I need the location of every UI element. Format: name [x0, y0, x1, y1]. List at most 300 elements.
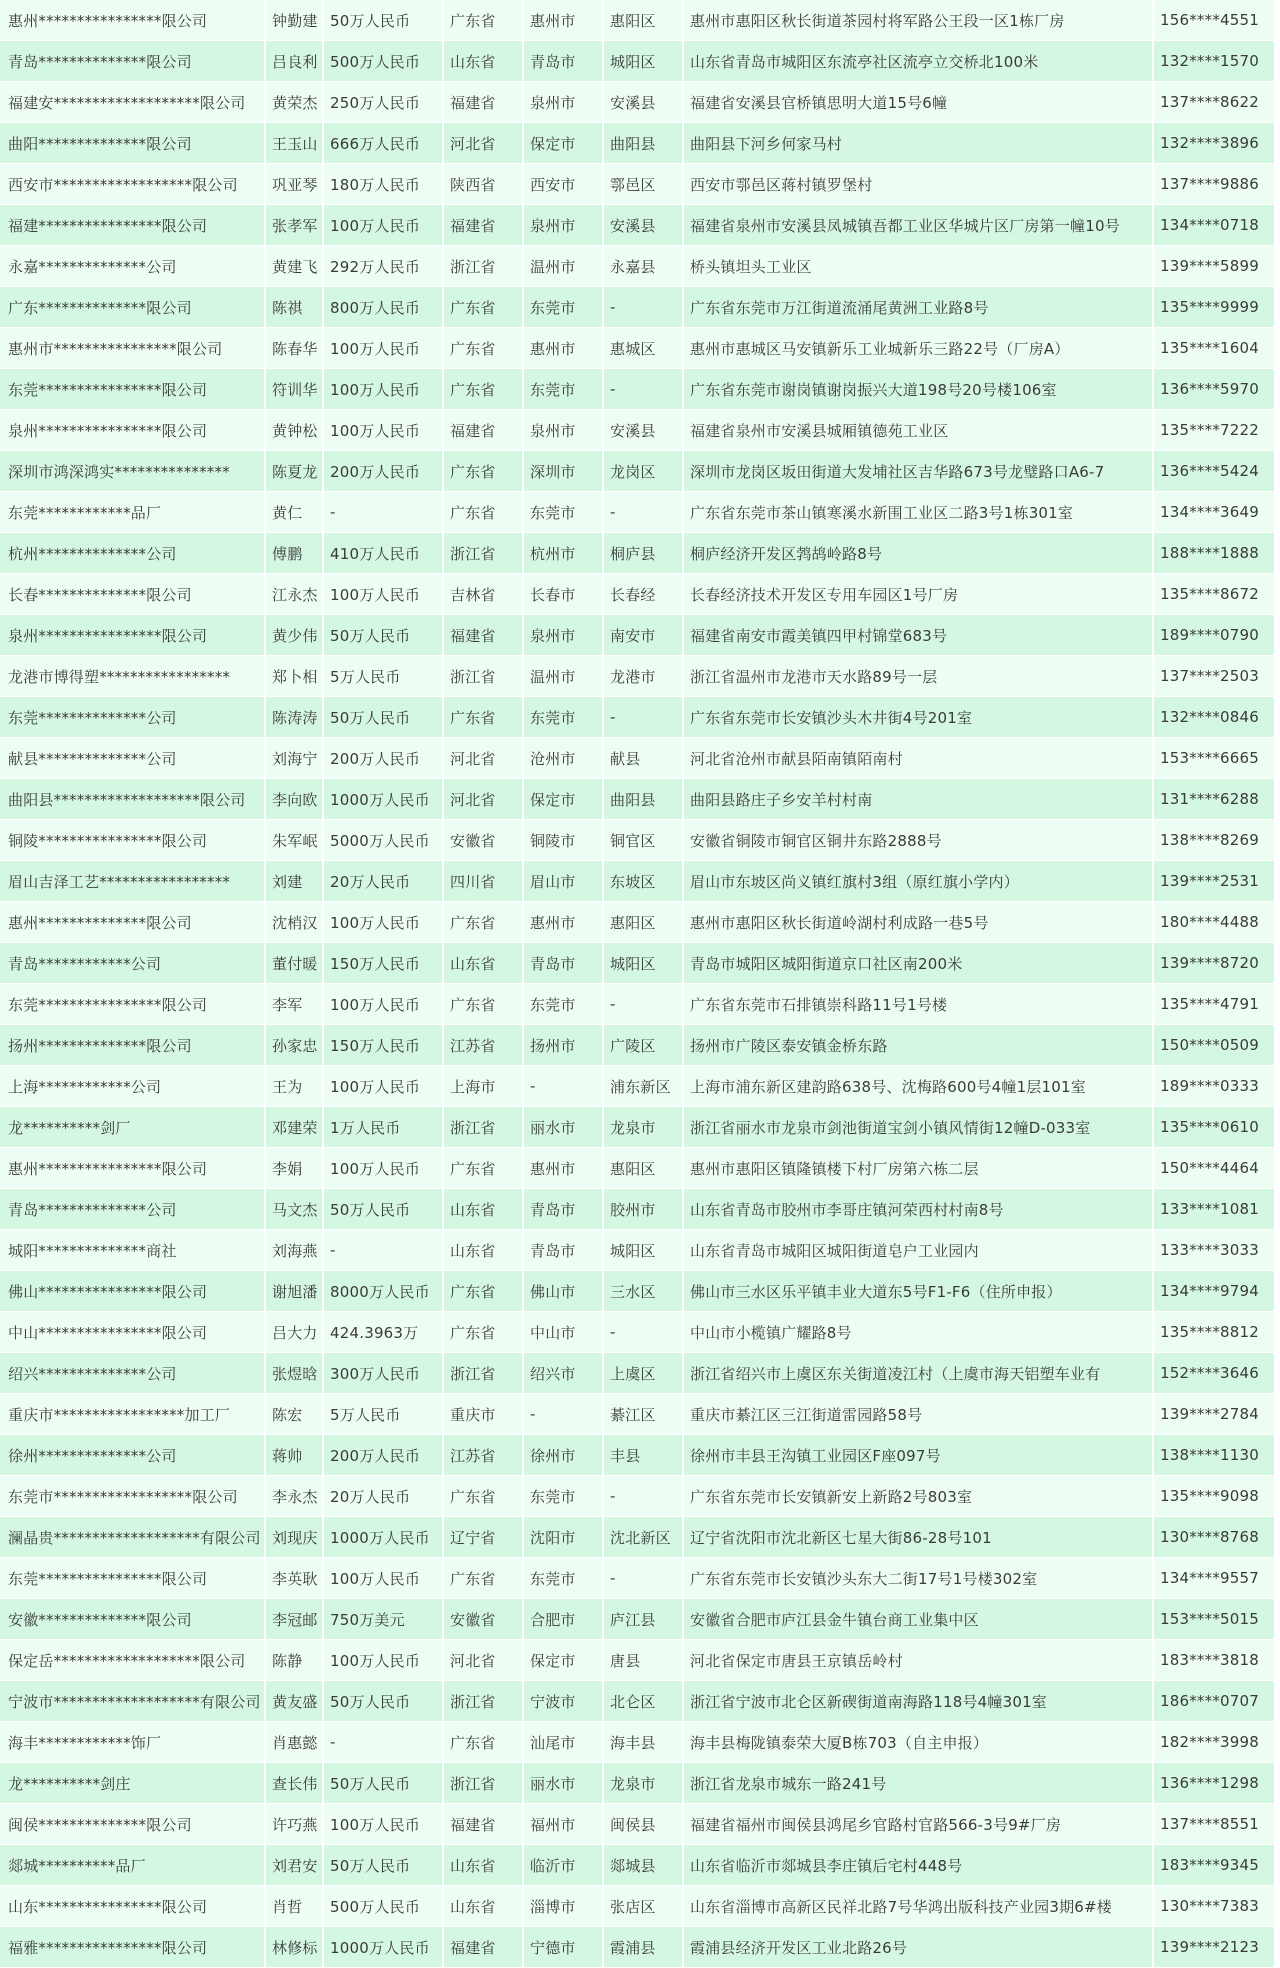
company-name-cell: 保定岳*******************限公司: [0, 1640, 265, 1681]
company-name-cell: 东莞****************限公司: [0, 1558, 265, 1599]
phone-cell: 132****1570: [1153, 41, 1275, 82]
company-name-cell: 铜陵****************限公司: [0, 820, 265, 861]
phone-cell: 137****9886: [1153, 164, 1275, 205]
phone-cell: 182****3998: [1153, 1722, 1275, 1763]
legal-person-cell: 董付暖: [265, 943, 323, 984]
registered-capital-cell: 50万人民币: [323, 1845, 443, 1886]
registered-capital-cell: 100万人民币: [323, 369, 443, 410]
address-cell: 福建省福州市闽侯县鸿尾乡官路村官路566-3号9#厂房: [683, 1804, 1153, 1845]
company-name-cell: 龙**********剑庄: [0, 1763, 265, 1804]
district-cell: 铜官区: [603, 820, 683, 861]
city-cell: 丽水市: [523, 1107, 603, 1148]
company-name-cell: 惠州**************限公司: [0, 902, 265, 943]
phone-cell: 135****0610: [1153, 1107, 1275, 1148]
table-row: [0, 943, 1275, 984]
address-cell: 浙江省丽水市龙泉市剑池街道宝剑小镇风情街12幢D-033室: [683, 1107, 1153, 1148]
district-cell: 浦东新区: [603, 1066, 683, 1107]
address-cell: 福建省泉州市安溪县凤城镇吾都工业区华城片区厂房第一幢10号: [683, 205, 1153, 246]
phone-cell: 183****3818: [1153, 1640, 1275, 1681]
province-cell: 广东省: [443, 287, 523, 328]
phone-cell: 139****2123: [1153, 1927, 1275, 1968]
table-row: [0, 533, 1275, 574]
registered-capital-cell: 250万人民币: [323, 82, 443, 123]
table-row: [0, 697, 1275, 738]
address-cell: 深圳市龙岗区坂田街道大发埔社区吉华路673号龙璧路口A6-7: [683, 451, 1153, 492]
province-cell: 浙江省: [443, 246, 523, 287]
legal-person-cell: 刘君安: [265, 1845, 323, 1886]
city-cell: 合肥市: [523, 1599, 603, 1640]
registered-capital-cell: 424.3963万: [323, 1312, 443, 1353]
table-row: [0, 1722, 1275, 1763]
city-cell: 东莞市: [523, 287, 603, 328]
address-cell: 惠州市惠阳区镇隆镇楼下村厂房第六栋二层: [683, 1148, 1153, 1189]
district-cell: -: [603, 984, 683, 1025]
registered-capital-cell: 100万人民币: [323, 1148, 443, 1189]
table-row: [0, 1804, 1275, 1845]
province-cell: 江苏省: [443, 1025, 523, 1066]
phone-cell: 137****8551: [1153, 1804, 1275, 1845]
table-row: [0, 328, 1275, 369]
legal-person-cell: 马文杰: [265, 1189, 323, 1230]
company-name-cell: 宁波市*******************有限公司: [0, 1681, 265, 1722]
city-cell: 惠州市: [523, 902, 603, 943]
city-cell: 惠州市: [523, 1148, 603, 1189]
address-cell: 曲阳县路庄子乡安羊村村南: [683, 779, 1153, 820]
registered-capital-cell: 100万人民币: [323, 410, 443, 451]
registered-capital-cell: 100万人民币: [323, 902, 443, 943]
district-cell: 曲阳县: [603, 123, 683, 164]
registered-capital-cell: 750万美元: [323, 1599, 443, 1640]
district-cell: 安溪县: [603, 410, 683, 451]
table-row: [0, 1394, 1275, 1435]
province-cell: 河北省: [443, 1640, 523, 1681]
city-cell: 佛山市: [523, 1271, 603, 1312]
phone-cell: 133****3033: [1153, 1230, 1275, 1271]
company-name-cell: 青岛************公司: [0, 943, 265, 984]
province-cell: 河北省: [443, 123, 523, 164]
province-cell: 浙江省: [443, 533, 523, 574]
registered-capital-cell: 5000万人民币: [323, 820, 443, 861]
phone-cell: 152****3646: [1153, 1353, 1275, 1394]
province-cell: 陕西省: [443, 164, 523, 205]
phone-cell: 132****3896: [1153, 123, 1275, 164]
table-row: [0, 984, 1275, 1025]
company-name-cell: 西安市******************限公司: [0, 164, 265, 205]
province-cell: 福建省: [443, 82, 523, 123]
phone-cell: 138****1130: [1153, 1435, 1275, 1476]
city-cell: -: [523, 1394, 603, 1435]
district-cell: 龙岗区: [603, 451, 683, 492]
legal-person-cell: 沈梢汉: [265, 902, 323, 943]
province-cell: 吉林省: [443, 574, 523, 615]
city-cell: 杭州市: [523, 533, 603, 574]
city-cell: 东莞市: [523, 369, 603, 410]
registered-capital-cell: 50万人民币: [323, 0, 443, 41]
province-cell: 广东省: [443, 1476, 523, 1517]
legal-person-cell: 查长伟: [265, 1763, 323, 1804]
province-cell: 广东省: [443, 984, 523, 1025]
registered-capital-cell: 100万人民币: [323, 1804, 443, 1845]
phone-cell: 139****2784: [1153, 1394, 1275, 1435]
address-cell: 重庆市綦江区三江街道雷园路58号: [683, 1394, 1153, 1435]
registered-capital-cell: -: [323, 1722, 443, 1763]
province-cell: 浙江省: [443, 656, 523, 697]
registered-capital-cell: 200万人民币: [323, 451, 443, 492]
phone-cell: 189****0790: [1153, 615, 1275, 656]
address-cell: 广东省东莞市茶山镇寒溪水新围工业区二路3号1栋301室: [683, 492, 1153, 533]
phone-cell: 139****8720: [1153, 943, 1275, 984]
district-cell: 北仑区: [603, 1681, 683, 1722]
legal-person-cell: 刘现庆: [265, 1517, 323, 1558]
district-cell: 南安市: [603, 615, 683, 656]
address-cell: 安徽省铜陵市铜官区铜井东路2888号: [683, 820, 1153, 861]
district-cell: -: [603, 492, 683, 533]
legal-person-cell: 黄钟松: [265, 410, 323, 451]
city-cell: 泉州市: [523, 410, 603, 451]
district-cell: 安溪县: [603, 205, 683, 246]
phone-cell: 138****8269: [1153, 820, 1275, 861]
registered-capital-cell: 180万人民币: [323, 164, 443, 205]
city-cell: 温州市: [523, 656, 603, 697]
phone-cell: 150****4464: [1153, 1148, 1275, 1189]
address-cell: 山东省临沂市郯城县李庄镇后宅村448号: [683, 1845, 1153, 1886]
legal-person-cell: 李永杰: [265, 1476, 323, 1517]
table-row: [0, 1107, 1275, 1148]
registered-capital-cell: 100万人民币: [323, 328, 443, 369]
legal-person-cell: 谢旭潘: [265, 1271, 323, 1312]
registered-capital-cell: 50万人民币: [323, 615, 443, 656]
company-name-cell: 献县**************公司: [0, 738, 265, 779]
company-name-cell: 惠州****************限公司: [0, 0, 265, 41]
address-cell: 福建省南安市霞美镇四甲村锦堂683号: [683, 615, 1153, 656]
province-cell: 山东省: [443, 943, 523, 984]
province-cell: 上海市: [443, 1066, 523, 1107]
company-name-cell: 重庆市*****************加工厂: [0, 1394, 265, 1435]
company-name-cell: 眉山吉泽工艺*****************: [0, 861, 265, 902]
legal-person-cell: 孙家忠: [265, 1025, 323, 1066]
phone-cell: 189****0333: [1153, 1066, 1275, 1107]
province-cell: 广东省: [443, 1148, 523, 1189]
table-row: [0, 820, 1275, 861]
province-cell: 安徽省: [443, 1599, 523, 1640]
legal-person-cell: 刘海宁: [265, 738, 323, 779]
company-name-cell: 绍兴**************公司: [0, 1353, 265, 1394]
phone-cell: 183****9345: [1153, 1845, 1275, 1886]
registered-capital-cell: 20万人民币: [323, 861, 443, 902]
district-cell: 丰县: [603, 1435, 683, 1476]
city-cell: 汕尾市: [523, 1722, 603, 1763]
district-cell: 桐庐县: [603, 533, 683, 574]
company-name-cell: 上海************公司: [0, 1066, 265, 1107]
district-cell: 郯城县: [603, 1845, 683, 1886]
table-row: [0, 574, 1275, 615]
address-cell: 山东省青岛市胶州市李哥庄镇河荣西村村南8号: [683, 1189, 1153, 1230]
table-row: [0, 861, 1275, 902]
company-name-cell: 佛山****************限公司: [0, 1271, 265, 1312]
phone-cell: 135****9098: [1153, 1476, 1275, 1517]
company-name-cell: 青岛**************限公司: [0, 41, 265, 82]
company-name-cell: 郯城**********品厂: [0, 1845, 265, 1886]
city-cell: 深圳市: [523, 451, 603, 492]
city-cell: 丽水市: [523, 1763, 603, 1804]
district-cell: 城阳区: [603, 1230, 683, 1271]
registered-capital-cell: 100万人民币: [323, 984, 443, 1025]
province-cell: 浙江省: [443, 1681, 523, 1722]
district-cell: 惠阳区: [603, 1148, 683, 1189]
legal-person-cell: 巩亚琴: [265, 164, 323, 205]
table-row: [0, 1148, 1275, 1189]
province-cell: 山东省: [443, 41, 523, 82]
city-cell: 东莞市: [523, 1558, 603, 1599]
phone-cell: 130****8768: [1153, 1517, 1275, 1558]
registered-capital-cell: 50万人民币: [323, 1763, 443, 1804]
legal-person-cell: 陈夏龙: [265, 451, 323, 492]
address-cell: 广东省东莞市长安镇沙头东大二街17号1号楼302室: [683, 1558, 1153, 1599]
legal-person-cell: 符训华: [265, 369, 323, 410]
table-row: [0, 1845, 1275, 1886]
table-row: [0, 1599, 1275, 1640]
province-cell: 山东省: [443, 1886, 523, 1927]
legal-person-cell: 郑卜相: [265, 656, 323, 697]
address-cell: 广东省东莞市石排镇崇科路11号1号楼: [683, 984, 1153, 1025]
registered-capital-cell: 410万人民币: [323, 533, 443, 574]
province-cell: 广东省: [443, 1558, 523, 1599]
city-cell: 保定市: [523, 779, 603, 820]
province-cell: 浙江省: [443, 1763, 523, 1804]
phone-cell: 134****9794: [1153, 1271, 1275, 1312]
registered-capital-cell: 200万人民币: [323, 1435, 443, 1476]
registered-capital-cell: 50万人民币: [323, 697, 443, 738]
province-cell: 辽宁省: [443, 1517, 523, 1558]
province-cell: 福建省: [443, 1927, 523, 1968]
legal-person-cell: 陈春华: [265, 328, 323, 369]
district-cell: 张店区: [603, 1886, 683, 1927]
table-row: [0, 1558, 1275, 1599]
registered-capital-cell: 800万人民币: [323, 287, 443, 328]
address-cell: 安徽省合肥市庐江县金牛镇台商工业集中区: [683, 1599, 1153, 1640]
province-cell: 浙江省: [443, 1353, 523, 1394]
table-row: [0, 1640, 1275, 1681]
legal-person-cell: 邓建荣: [265, 1107, 323, 1148]
province-cell: 广东省: [443, 697, 523, 738]
company-name-cell: 广东**************限公司: [0, 287, 265, 328]
legal-person-cell: 刘建: [265, 861, 323, 902]
company-name-cell: 泉州****************限公司: [0, 615, 265, 656]
province-cell: 浙江省: [443, 1107, 523, 1148]
address-cell: 山东省青岛市城阳区城阳街道皂户工业园内: [683, 1230, 1153, 1271]
phone-cell: 137****2503: [1153, 656, 1275, 697]
registered-capital-cell: 1万人民币: [323, 1107, 443, 1148]
address-cell: 眉山市东坡区尚义镇红旗村3组（原红旗小学内）: [683, 861, 1153, 902]
address-cell: 佛山市三水区乐平镇丰业大道东5号F1-F6（住所申报）: [683, 1271, 1153, 1312]
company-name-cell: 中山****************限公司: [0, 1312, 265, 1353]
address-cell: 浙江省龙泉市城东一路241号: [683, 1763, 1153, 1804]
city-cell: 绍兴市: [523, 1353, 603, 1394]
company-name-cell: 惠州市****************限公司: [0, 328, 265, 369]
company-name-cell: 东莞****************限公司: [0, 984, 265, 1025]
company-name-cell: 澜晶贵*******************有限公司: [0, 1517, 265, 1558]
phone-cell: 153****5015: [1153, 1599, 1275, 1640]
company-name-cell: 杭州**************公司: [0, 533, 265, 574]
registered-capital-cell: 20万人民币: [323, 1476, 443, 1517]
registered-capital-cell: 100万人民币: [323, 574, 443, 615]
registered-capital-cell: 50万人民币: [323, 1189, 443, 1230]
phone-cell: 130****7383: [1153, 1886, 1275, 1927]
legal-person-cell: 吕良利: [265, 41, 323, 82]
table-row: [0, 246, 1275, 287]
table-row: [0, 779, 1275, 820]
phone-cell: 139****2531: [1153, 861, 1275, 902]
province-cell: 江苏省: [443, 1435, 523, 1476]
table-row: [0, 451, 1275, 492]
district-cell: -: [603, 1558, 683, 1599]
legal-person-cell: 傅鹏: [265, 533, 323, 574]
table-row: [0, 1066, 1275, 1107]
legal-person-cell: 王玉山: [265, 123, 323, 164]
address-cell: 福建省安溪县官桥镇思明大道15号6幢: [683, 82, 1153, 123]
address-cell: 上海市浦东新区建韵路638号、沈梅路600号4幢1层101室: [683, 1066, 1153, 1107]
address-cell: 广东省东莞市长安镇沙头木井街4号201室: [683, 697, 1153, 738]
legal-person-cell: 黄少伟: [265, 615, 323, 656]
table-row: [0, 369, 1275, 410]
company-name-cell: 东莞市******************限公司: [0, 1476, 265, 1517]
table-row: [0, 492, 1275, 533]
company-name-cell: 福建****************限公司: [0, 205, 265, 246]
legal-person-cell: 黄建飞: [265, 246, 323, 287]
province-cell: 河北省: [443, 738, 523, 779]
address-cell: 浙江省绍兴市上虞区东关街道凌江村（上虞市海天铝塑车业有: [683, 1353, 1153, 1394]
district-cell: 三水区: [603, 1271, 683, 1312]
registered-capital-cell: 100万人民币: [323, 1640, 443, 1681]
phone-cell: 135****7222: [1153, 410, 1275, 451]
district-cell: 城阳区: [603, 943, 683, 984]
company-name-cell: 扬州**************限公司: [0, 1025, 265, 1066]
province-cell: 福建省: [443, 1804, 523, 1845]
table-row: [0, 1763, 1275, 1804]
city-cell: 东莞市: [523, 984, 603, 1025]
city-cell: 泉州市: [523, 615, 603, 656]
address-cell: 辽宁省沈阳市沈北新区七星大街86-28号101: [683, 1517, 1153, 1558]
province-cell: 四川省: [443, 861, 523, 902]
registered-capital-cell: -: [323, 1230, 443, 1271]
legal-person-cell: 陈宏: [265, 1394, 323, 1435]
company-name-cell: 永嘉**************公司: [0, 246, 265, 287]
province-cell: 广东省: [443, 1271, 523, 1312]
registered-capital-cell: 5万人民币: [323, 656, 443, 697]
table-row: [0, 1517, 1275, 1558]
district-cell: -: [603, 697, 683, 738]
address-cell: 河北省沧州市献县陌南镇陌南村: [683, 738, 1153, 779]
company-name-cell: 深圳市鸿深鸿实***************: [0, 451, 265, 492]
district-cell: 上虞区: [603, 1353, 683, 1394]
district-cell: 城阳区: [603, 41, 683, 82]
company-name-cell: 长春**************限公司: [0, 574, 265, 615]
table-row: [0, 1271, 1275, 1312]
province-cell: 重庆市: [443, 1394, 523, 1435]
company-name-cell: 闽侯**************限公司: [0, 1804, 265, 1845]
phone-cell: 186****0707: [1153, 1681, 1275, 1722]
registered-capital-cell: 100万人民币: [323, 1066, 443, 1107]
legal-person-cell: 肖惠懿: [265, 1722, 323, 1763]
address-cell: 惠州市惠阳区秋长街道茶园村将军路公王段一区1栋厂房: [683, 0, 1153, 41]
table-row: [0, 1312, 1275, 1353]
legal-person-cell: 许巧燕: [265, 1804, 323, 1845]
company-name-cell: 安徽**************限公司: [0, 1599, 265, 1640]
table-row: [0, 1230, 1275, 1271]
district-cell: 綦江区: [603, 1394, 683, 1435]
legal-person-cell: 张孝军: [265, 205, 323, 246]
phone-cell: 135****4791: [1153, 984, 1275, 1025]
address-cell: 桐庐经济开发区鹁鸪岭路8号: [683, 533, 1153, 574]
table-row: [0, 123, 1275, 164]
city-cell: 淄博市: [523, 1886, 603, 1927]
district-cell: 永嘉县: [603, 246, 683, 287]
table-row: [0, 656, 1275, 697]
company-name-cell: 惠州****************限公司: [0, 1148, 265, 1189]
province-cell: 广东省: [443, 451, 523, 492]
phone-cell: 135****8812: [1153, 1312, 1275, 1353]
city-cell: 福州市: [523, 1804, 603, 1845]
legal-person-cell: 李娟: [265, 1148, 323, 1189]
company-name-cell: 东莞****************限公司: [0, 369, 265, 410]
phone-cell: 188****1888: [1153, 533, 1275, 574]
district-cell: 曲阳县: [603, 779, 683, 820]
phone-cell: 150****0509: [1153, 1025, 1275, 1066]
address-cell: 山东省淄博市高新区民祥北路7号华鸿出版科技产业园3期6#楼: [683, 1886, 1153, 1927]
legal-person-cell: 李向欧: [265, 779, 323, 820]
legal-person-cell: 李英耿: [265, 1558, 323, 1599]
phone-cell: 134****0718: [1153, 205, 1275, 246]
phone-cell: 136****5424: [1153, 451, 1275, 492]
city-cell: 宁德市: [523, 1927, 603, 1968]
city-cell: 长春市: [523, 574, 603, 615]
district-cell: 惠阳区: [603, 902, 683, 943]
legal-person-cell: 吕大力: [265, 1312, 323, 1353]
legal-person-cell: 陈祺: [265, 287, 323, 328]
legal-person-cell: 黄友盛: [265, 1681, 323, 1722]
district-cell: -: [603, 1312, 683, 1353]
city-cell: 中山市: [523, 1312, 603, 1353]
legal-person-cell: 黄仁: [265, 492, 323, 533]
registered-capital-cell: -: [323, 492, 443, 533]
registered-capital-cell: 50万人民币: [323, 1681, 443, 1722]
province-cell: 广东省: [443, 492, 523, 533]
legal-person-cell: 林修标: [265, 1927, 323, 1968]
address-cell: 广东省东莞市万江街道流涌尾黄洲工业路8号: [683, 287, 1153, 328]
district-cell: 沈北新区: [603, 1517, 683, 1558]
province-cell: 安徽省: [443, 820, 523, 861]
legal-person-cell: 张煜晗: [265, 1353, 323, 1394]
phone-cell: 131****6288: [1153, 779, 1275, 820]
table-row: [0, 902, 1275, 943]
address-cell: 霞浦县经济开发区工业北路26号: [683, 1927, 1153, 1968]
city-cell: 保定市: [523, 123, 603, 164]
district-cell: -: [603, 287, 683, 328]
company-name-cell: 东莞************品厂: [0, 492, 265, 533]
address-cell: 西安市鄠邑区蒋村镇罗堡村: [683, 164, 1153, 205]
registered-capital-cell: 100万人民币: [323, 205, 443, 246]
company-name-cell: 龙**********剑厂: [0, 1107, 265, 1148]
city-cell: 沧州市: [523, 738, 603, 779]
district-cell: 鄠邑区: [603, 164, 683, 205]
province-cell: 山东省: [443, 1845, 523, 1886]
phone-cell: 180****4488: [1153, 902, 1275, 943]
registered-capital-cell: 200万人民币: [323, 738, 443, 779]
district-cell: 献县: [603, 738, 683, 779]
city-cell: 东莞市: [523, 492, 603, 533]
phone-cell: 132****0846: [1153, 697, 1275, 738]
district-cell: 庐江县: [603, 1599, 683, 1640]
